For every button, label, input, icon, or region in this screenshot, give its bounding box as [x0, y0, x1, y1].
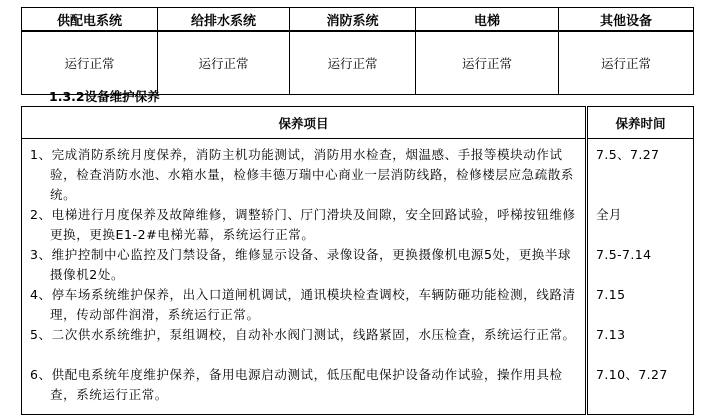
- maintenance-item: 2、电梯进行月度保养及故障维修，调整轿门、厅门滑块及间隙，安全回路试验，呼梯按钮维修更换，更换E1-2#电梯光幕，系统运行正常。: [30, 207, 576, 242]
- maintenance-items-cell: [22, 139, 587, 415]
- system-status-table: [21, 7, 694, 95]
- maintenance-header-row: [22, 107, 694, 139]
- status-value-row: [22, 31, 694, 95]
- maintenance-item: 5、二次供水系统维护，泵组调校，自动补水阀门测试，线路紧固，水压检查，系统运行正常。: [30, 327, 576, 342]
- maintenance-items-header: 保养项目: [22, 107, 587, 139]
- status-header-power: 供配电系统: [22, 8, 158, 32]
- maintenance-time: 7.13: [596, 327, 626, 342]
- status-header-row: [22, 8, 694, 32]
- maintenance-time: 7.10、7.27: [596, 367, 668, 382]
- status-value-fire: 运行正常: [290, 31, 416, 95]
- maintenance-time: 全月: [596, 207, 622, 222]
- status-header-other: 其他设备: [559, 8, 694, 32]
- maintenance-time-cell: [587, 139, 694, 415]
- maintenance-table: [21, 106, 694, 415]
- maintenance-item: 1、完成消防系统月度保养，消防主机功能测试，消防用水检查，烟温感、手报等模块动作试验，检查消防水池、水箱水量，检修丰德万瑞中心商业一层消防线路，检修楼层应急疏散系统。: [30, 147, 575, 202]
- status-value-other: 运行正常: [559, 31, 694, 95]
- maintenance-body-row: [22, 139, 694, 415]
- maintenance-time: 7.15: [596, 287, 626, 302]
- maintenance-time: 7.5-7.14: [596, 247, 652, 262]
- status-value-elevator: 运行正常: [416, 31, 559, 95]
- status-header-elevator: 电梯: [416, 8, 559, 32]
- status-value-water: 运行正常: [158, 31, 290, 95]
- maintenance-item: 4、停车场系统维护保养，出入口道闸机调试，通讯模块检查调校，车辆防砸功能检测，线路清理，传动部件润滑，系统运行正常。: [30, 287, 576, 322]
- maintenance-item: 6、供配电系统年度维护保养，备用电源启动测试，低压配电保护设备动作试验，操作用具检查，系统运行正常。: [30, 367, 563, 402]
- status-value-power: 运行正常: [22, 31, 158, 95]
- section-heading: 1.3.2设备维护保养: [49, 89, 160, 104]
- maintenance-time: 7.5、7.27: [596, 147, 660, 162]
- maintenance-item: 3、维护控制中心监控及门禁设备，维修显示设备、录像设备，更换摄像机电源5处，更换半球摄像机2处。: [30, 247, 572, 282]
- status-header-water: 给排水系统: [158, 8, 290, 32]
- status-header-fire: 消防系统: [290, 8, 416, 32]
- maintenance-time-header: 保养时间: [587, 107, 694, 139]
